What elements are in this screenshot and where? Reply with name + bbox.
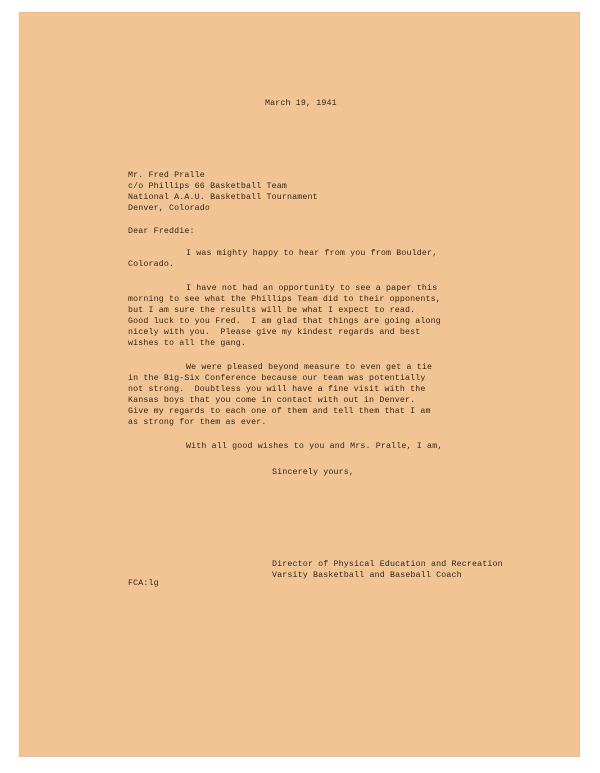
paragraph-3-line: in the Big-Six Conference because our team was potentially bbox=[128, 374, 426, 383]
paragraph-2-line: morning to see what the Phillips Team did to their opponents, bbox=[128, 295, 441, 304]
reference-initials: FCA:lg bbox=[128, 579, 159, 588]
paragraph-2-line: I have not had an opportunity to see a paper this bbox=[186, 284, 438, 293]
paragraph-2-line: wishes to all the gang. bbox=[128, 339, 246, 348]
paragraph-2-line: nicely with you. Please give my kindest regards and best bbox=[128, 328, 421, 337]
salutation: Dear Freddie: bbox=[128, 227, 195, 236]
paragraph-1-line: I was mighty happy to hear from you from Boulder, bbox=[186, 249, 438, 258]
paragraph-3-line: We were pleased beyond measure to even get a tie bbox=[186, 363, 433, 372]
paragraph-3-line: as strong for them as ever. bbox=[128, 418, 267, 427]
paragraph-1-line: Colorado. bbox=[128, 260, 175, 269]
paragraph-2-line: but I am sure the results will be what I expect to read. bbox=[128, 306, 416, 315]
recipient-city: Denver, Colorado bbox=[128, 204, 211, 213]
paragraph-2-line: Good luck to you Fred. I am glad that things are going along bbox=[128, 317, 441, 326]
closing: Sincerely yours, bbox=[272, 468, 355, 477]
signature-title: Director of Physical Education and Recreation bbox=[272, 560, 503, 569]
recipient-name: Mr. Fred Pralle bbox=[128, 171, 205, 180]
paragraph-3-line: not strong. Doubtless you will have a fine visit with the bbox=[128, 385, 426, 394]
recipient-team: c/o Phillips 66 Basketball Team bbox=[128, 182, 287, 191]
signature-subtitle: Varsity Basketball and Baseball Coach bbox=[272, 571, 462, 580]
recipient-tournament: National A.A.U. Basketball Tournament bbox=[128, 193, 318, 202]
paragraph-3-line: Give my regards to each one of them and tell them that I am bbox=[128, 407, 431, 416]
paragraph-4: With all good wishes to you and Mrs. Pralle, I am, bbox=[186, 442, 443, 451]
paragraph-3-line: Kansas boys that you come in contact with out in Denver. bbox=[128, 396, 416, 405]
letter-date: March 19, 1941 bbox=[265, 99, 337, 108]
